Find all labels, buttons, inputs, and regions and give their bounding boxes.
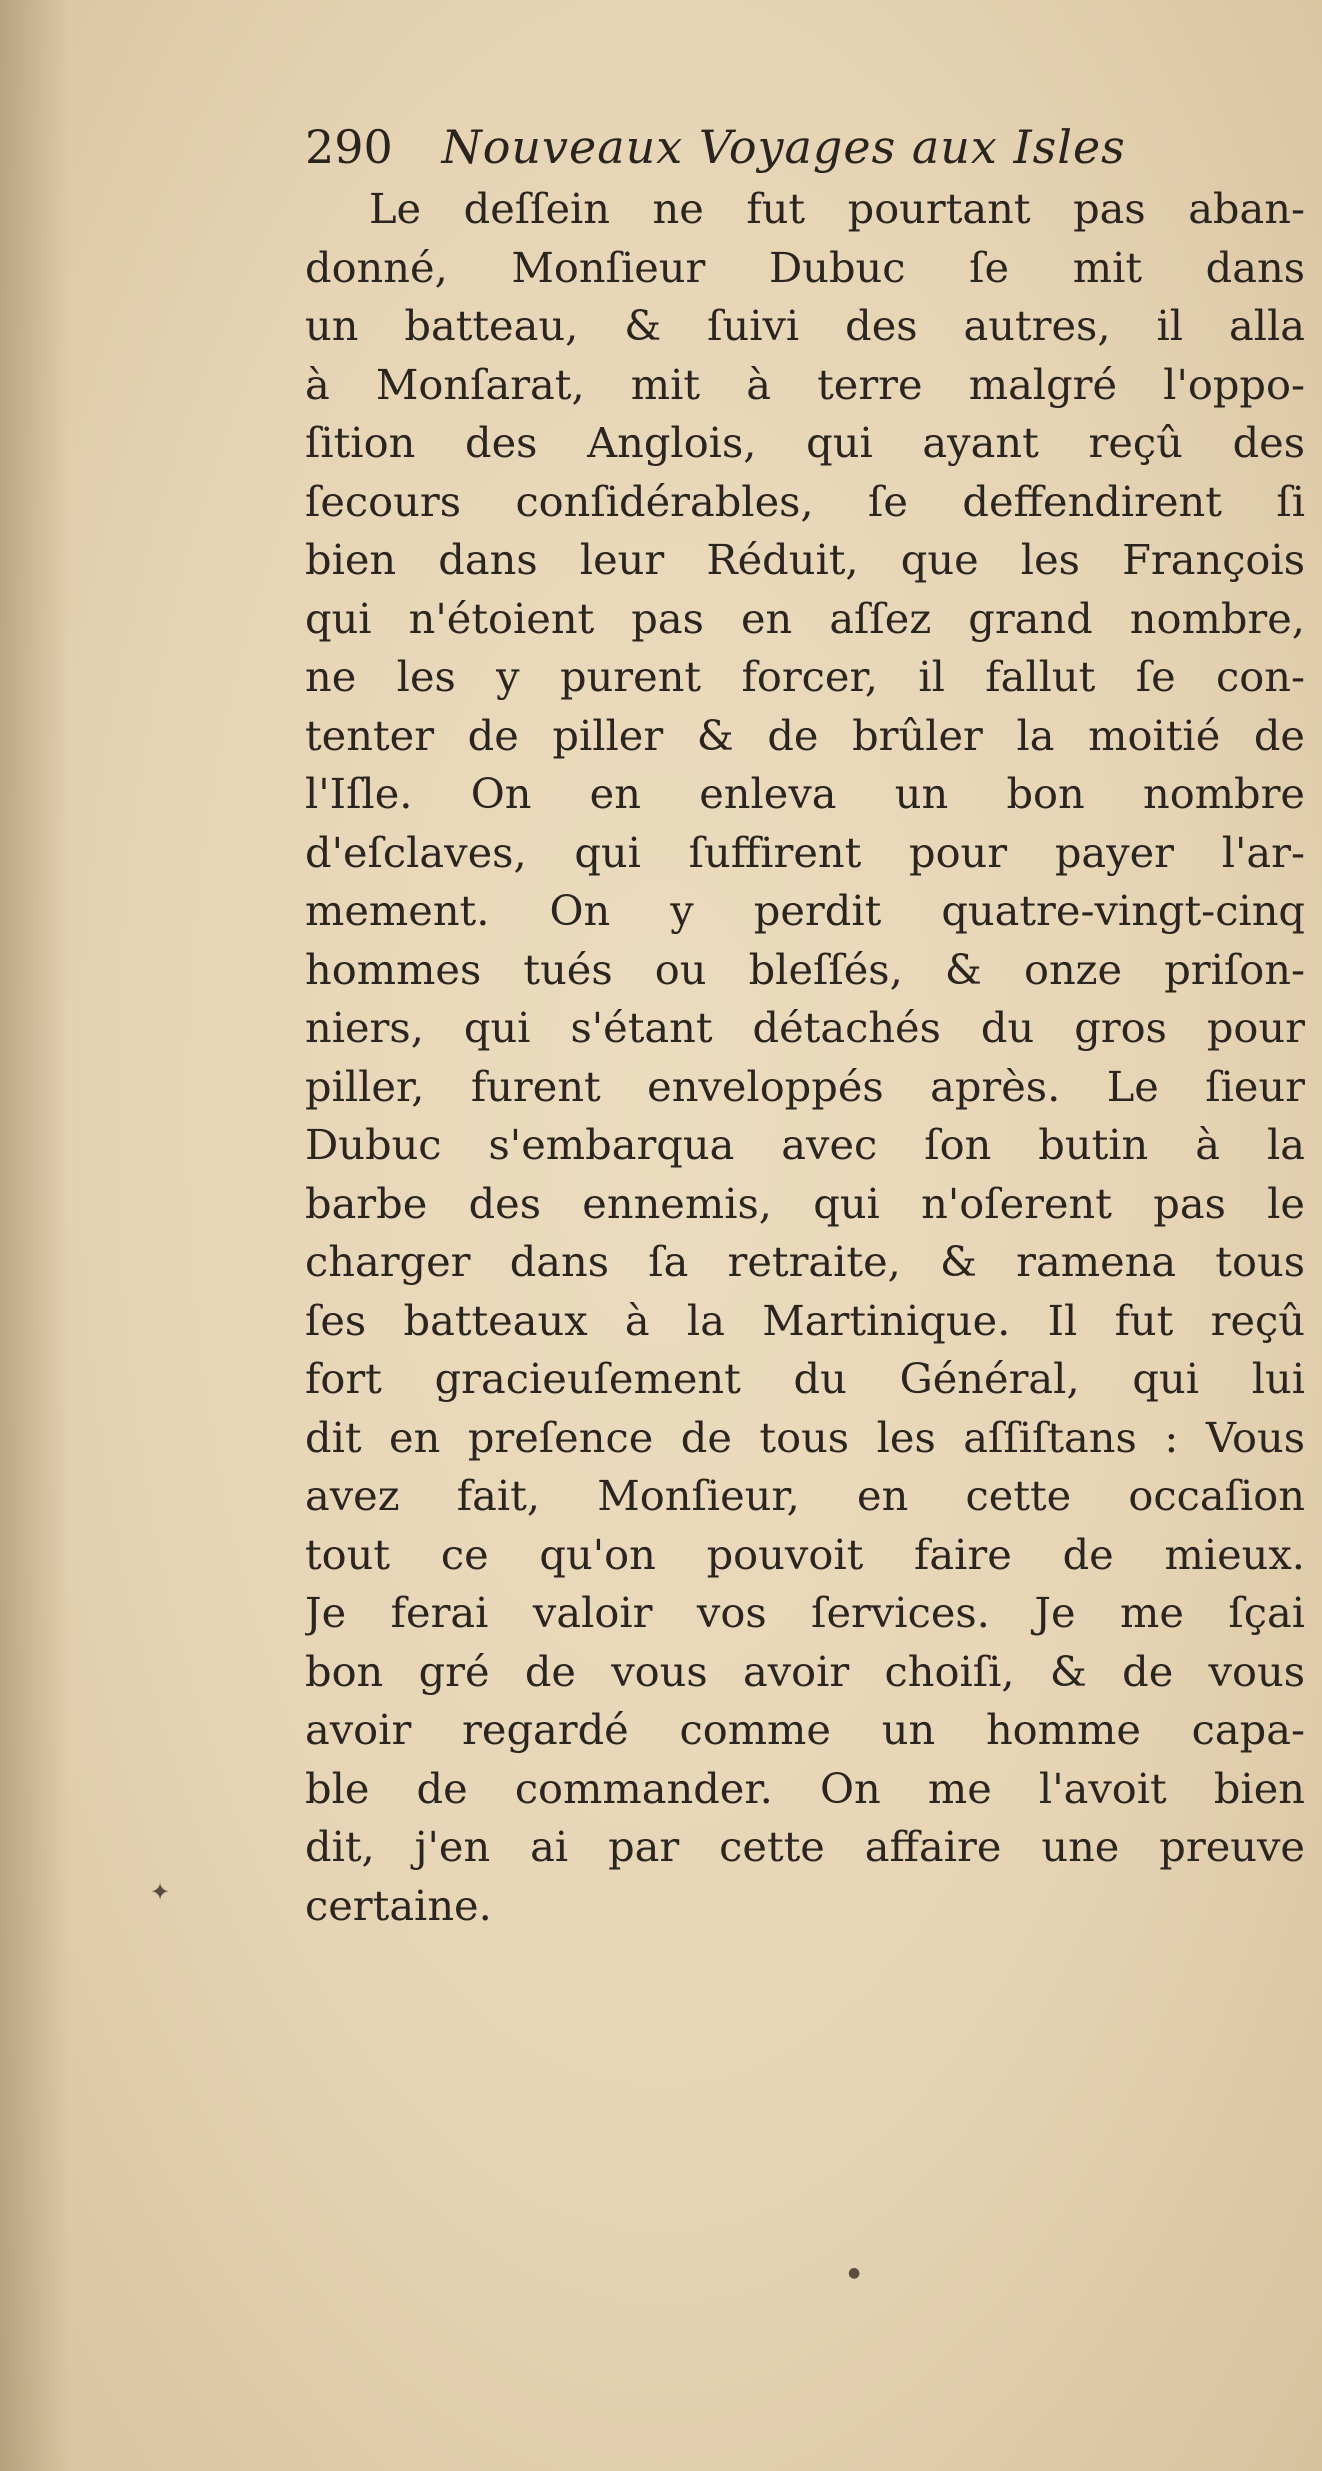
text-line: avoir regardé comme un homme capa- bbox=[305, 1705, 1305, 1754]
text-line: barbe des ennemis, qui n'oſerent pas le bbox=[305, 1178, 1305, 1228]
text-line: hommes tués ou bleſſés, & onze priſon- bbox=[305, 944, 1305, 994]
body-text bbox=[305, 180, 1305, 1935]
text-line: Dubuc s'embarqua avec ſon butin à la bbox=[305, 1120, 1305, 1169]
text-line: niers, qui s'étant détachés du gros pour bbox=[305, 1003, 1305, 1052]
text-line: charger dans ſa retraite, & ramena tous bbox=[305, 1237, 1305, 1286]
gutter-shadow bbox=[0, 0, 70, 2471]
text-line: Le deſſein ne fut pourtant pas aban- bbox=[369, 184, 1305, 233]
running-title: Nouveaux Voyages aux Isles bbox=[441, 120, 1126, 174]
ink-speck: ✦ bbox=[150, 1878, 171, 1906]
text-line: dit en preſence de tous les aſſiſtans : Vous bbox=[305, 1412, 1305, 1462]
text-line: ſecours conſidérables, ſe deffendirent ſi bbox=[305, 476, 1305, 526]
text-line: mement. On y perdit quatre-vingt-cinq bbox=[305, 886, 1305, 935]
text-line: Je ferai valoir vos ſervices. Je me ſçai bbox=[305, 1588, 1305, 1637]
text-line: dit, j'en ai par cette affaire une preuve bbox=[305, 1822, 1305, 1871]
text-line: tout ce qu'on pouvoit faire de mieux. bbox=[305, 1529, 1305, 1579]
text-line: l'Iſle. On en enleva un bon nombre bbox=[305, 769, 1305, 818]
text-line: donné, Monſieur Dubuc ſe mit dans bbox=[305, 242, 1305, 292]
text-line: ble de commander. On me l'avoit bien bbox=[305, 1763, 1305, 1813]
text-line: bien dans leur Réduit, que les François bbox=[305, 535, 1305, 584]
text-line: ſes batteaux à la Martinique. Il fut reçû bbox=[305, 1295, 1305, 1345]
running-head bbox=[305, 112, 1126, 182]
page-number: 290 bbox=[305, 120, 393, 174]
text-line: à Monſarat, mit à terre malgré l'oppo- bbox=[305, 359, 1305, 409]
text-line: bon gré de vous avoir choiſi, & de vous bbox=[305, 1646, 1305, 1696]
text-line: fort gracieuſement du Général, qui lui bbox=[305, 1354, 1305, 1403]
text-line: certaine. bbox=[305, 1880, 492, 1930]
text-line: d'eſclaves, qui ſuffirent pour payer l'ar- bbox=[305, 827, 1305, 877]
text-line: ne les y purent forcer, il fallut ſe con- bbox=[305, 652, 1305, 701]
text-line: ſition des Anglois, qui ayant reçû des bbox=[305, 418, 1305, 467]
text-line: piller, furent enveloppés après. Le ſieur bbox=[305, 1061, 1305, 1111]
text-line: qui n'étoient pas en aſſez grand nombre, bbox=[305, 593, 1305, 643]
text-line: un batteau, & ſuivi des autres, il alla bbox=[305, 301, 1305, 350]
text-line: avez fait, Monſieur, en cette occaſion bbox=[305, 1471, 1305, 1520]
ink-speck: ● bbox=[848, 2265, 861, 2281]
text-line: tenter de piller & de brûler la moitié de bbox=[305, 710, 1305, 760]
